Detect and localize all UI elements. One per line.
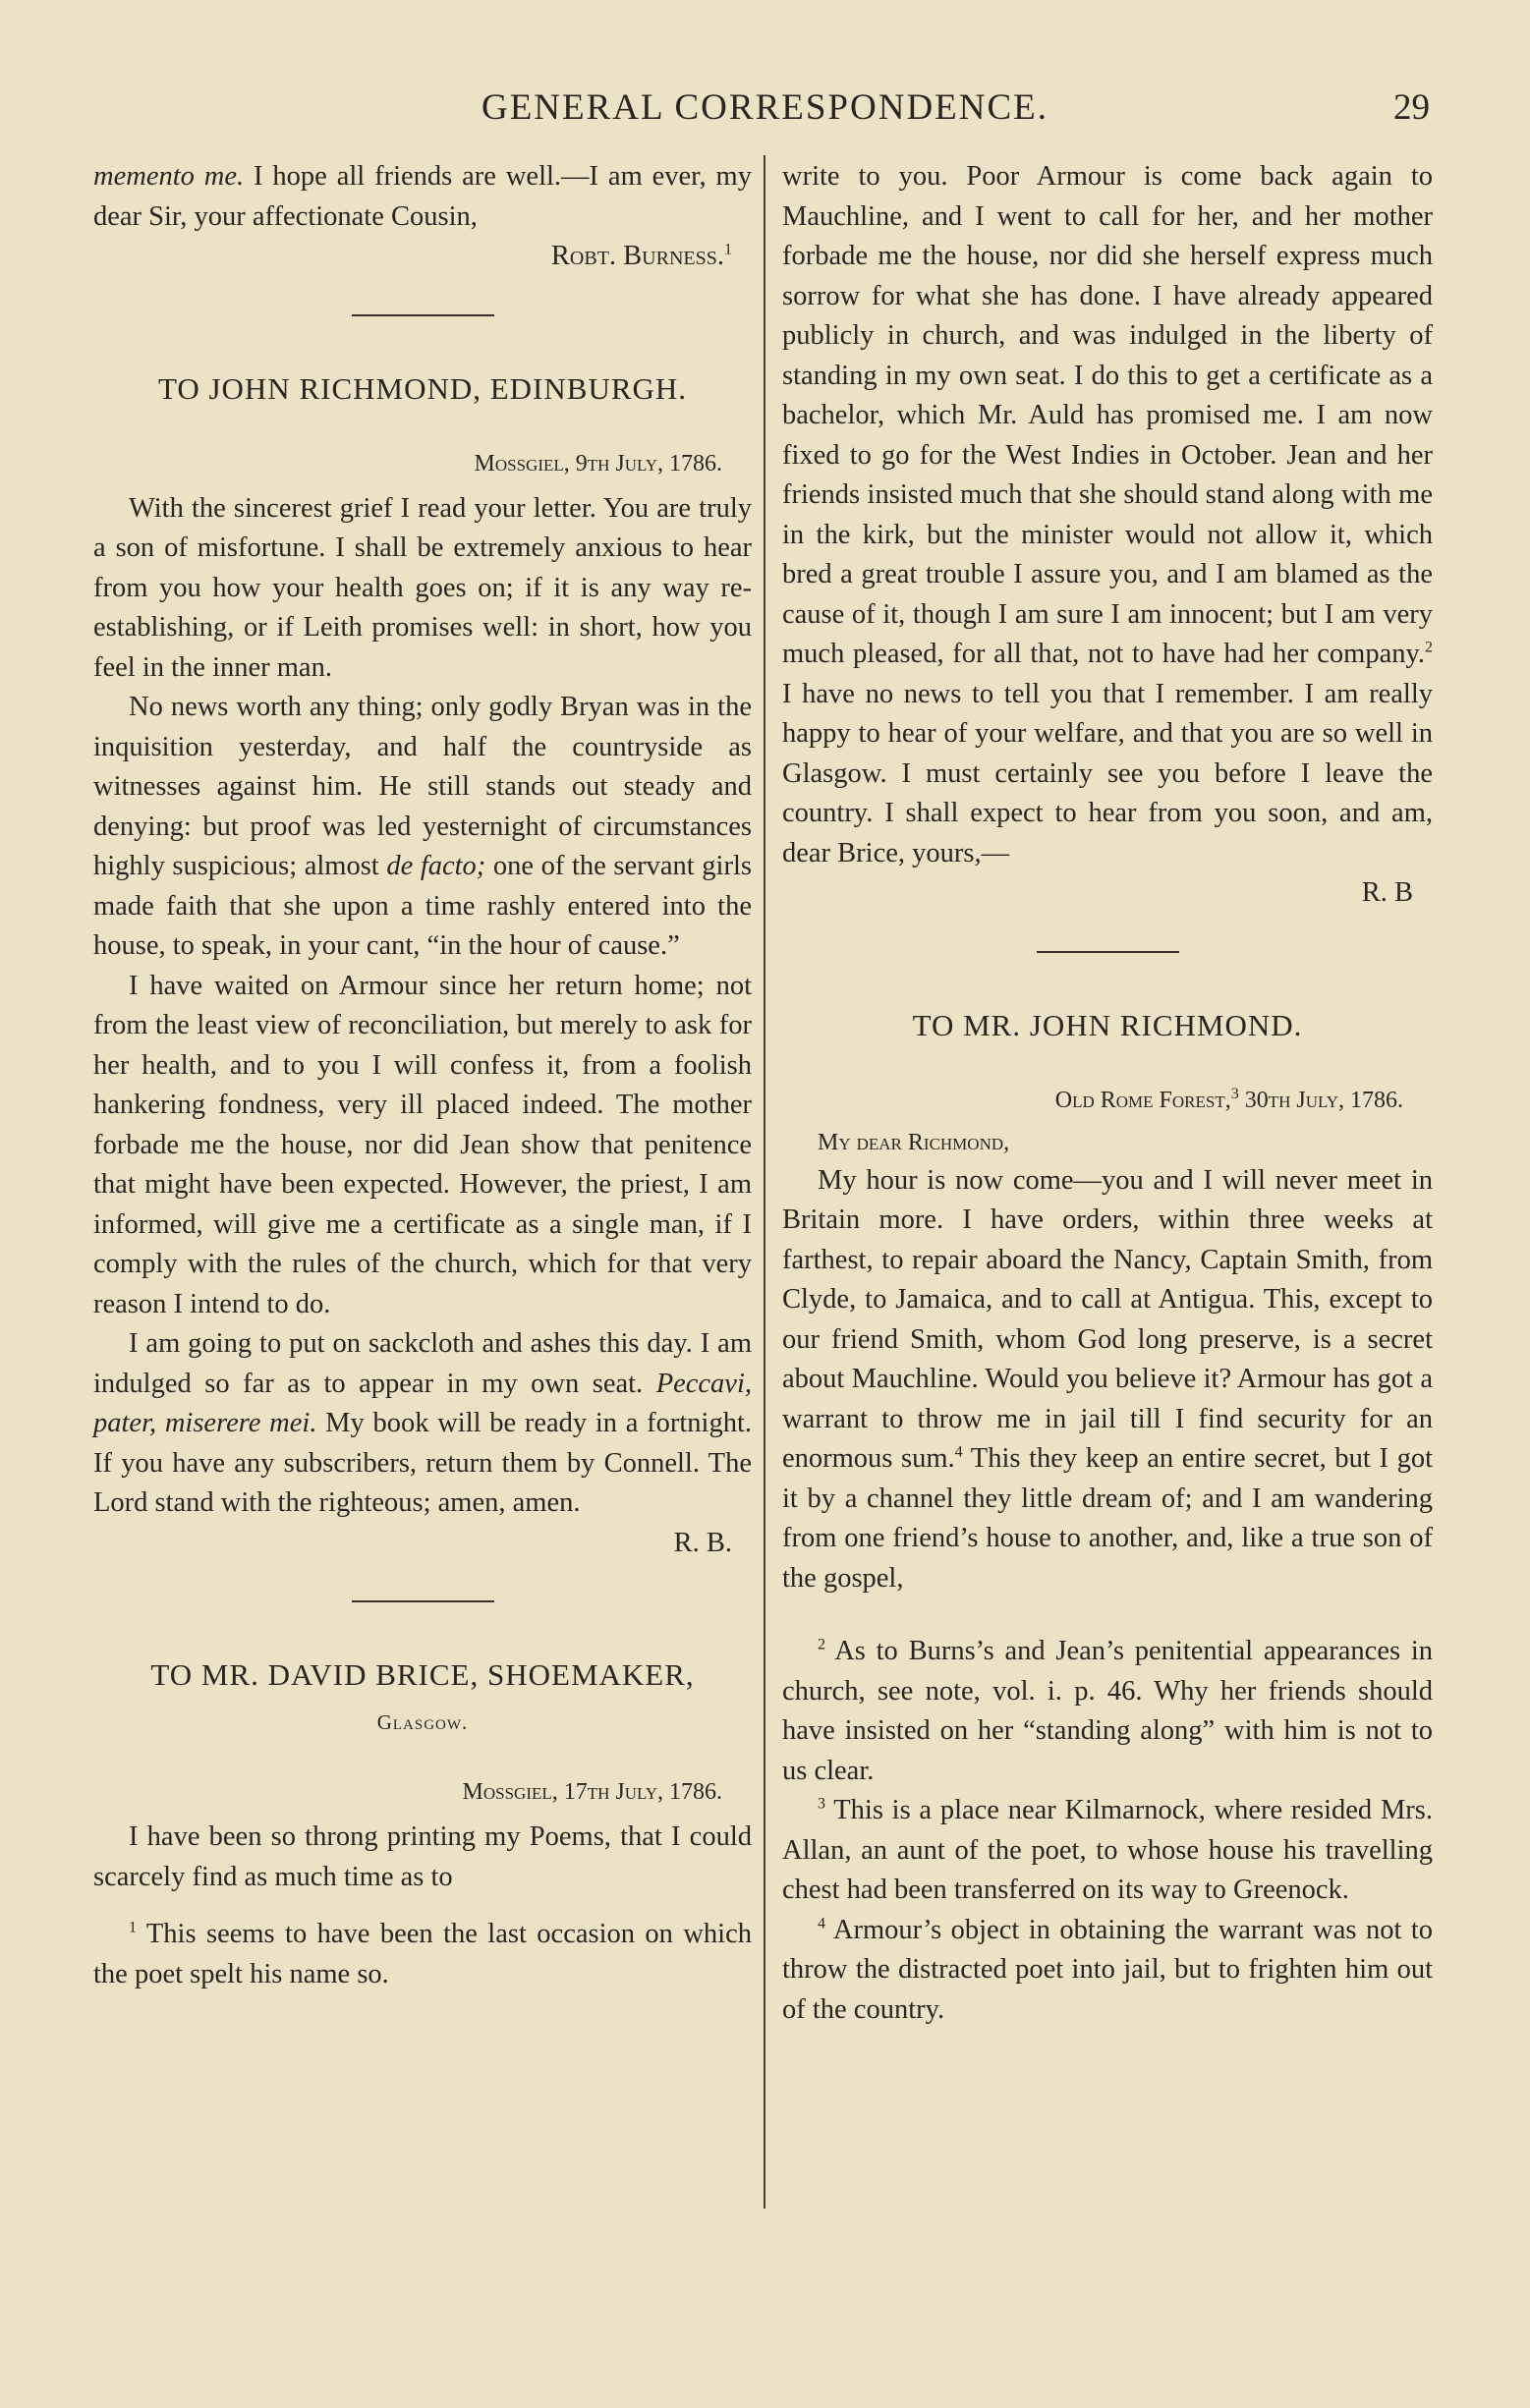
paragraph: No news worth any thing; only godly Bryan was in the inquisition yesterday, and half the countryside as witnesses against him. He still stands out steady and denying: but proof was led yesternight of circumstances highly suspicious; almost de facto; one of the servant girls made faith that she upon a time rashly entered into the house, to speak, in your cant, “in the hour of cause.”	[93, 692, 752, 961]
letter-heading-david-brice: TO MR. DAVID BRICE, SHOEMAKER,	[150, 1657, 695, 1692]
footnote-ref-3: 3	[1230, 1085, 1239, 1102]
footnote-1: $^1$ This seems to have been the last occasion on which the poet spelt his name so.	[93, 1919, 752, 1989]
footnote-2: $^2$ As to Burns’s and Jean’s penitential appearances in church, see note, vol. i. p. 46. Why her friends should have insisted on her “standing along” with him is not to us clear.	[782, 1636, 1433, 1786]
letter-subheading: Glasgow.	[376, 1710, 469, 1734]
section-rule	[352, 1600, 494, 1602]
italic-phrase: memento me.	[93, 161, 245, 192]
section-rule	[352, 314, 494, 316]
paragraph: My hour is now come—you and I will never meet in Britain more. I have orders, within three weeks at farthest, to repair aboard the Nancy, Captain Smith, from Clyde, to Jamaica, and to call at Antigua. This, except to our friend Smith, whom God long preserve, is a secret about Mauchline. Would you believe it? Armour has got a warrant to throw me in jail till I find security for an enormous sum.$^4$ This they keep an entire secret, but I got it by a channel they little dream of; and I am wandering from one friend’s house to another, and, like a true son of the gospel,	[782, 1164, 1433, 1594]
footnotes-right	[782, 1632, 1433, 2030]
salutation: My dear Richmond,	[818, 1129, 1010, 1155]
letter-heading-john-richmond: TO MR. JOHN RICHMOND.	[912, 1007, 1303, 1042]
footnote-ref-1: 1	[724, 241, 732, 258]
letter-dateline: Old Rome Forest,$^3$ 30th July, 1786.	[1054, 1085, 1403, 1113]
letter-closing-paragraph: memento me. I hope all friends are well.—I am ever, my dear Sir, your affectionate Cousin,	[93, 161, 752, 232]
letter-heading-richmond-edinburgh: TO JOHN RICHMOND, EDINBURGH.	[157, 370, 688, 406]
footnote-ref-2: 2	[1425, 639, 1433, 656]
paragraph: I have been so throng printing my Poems, that I could scarcely find as much time as to	[93, 1821, 752, 1892]
italic-phrase: Peccavi, pater, miserere mei.	[93, 1368, 752, 1438]
footnote-3: $^3$ This is a place near Kilmarnock, where resided Mrs. Allan, an aunt of the poet, to whose house his travelling chest had been transferred on its way to Greenock.	[782, 1795, 1433, 1905]
italic-phrase: de facto;	[386, 851, 486, 881]
section-rule	[1037, 951, 1179, 953]
right-column	[782, 157, 1433, 2030]
page-number: 29	[1393, 87, 1430, 128]
footnote-4: $^4$ Armour’s object in obtaining the warrant was not to throw the distracted poet into jail, but to frighten him out of the country.	[782, 1914, 1433, 2025]
paragraph: With the sincerest grief I read your letter. You are truly a son of misfortune. I shall be extremely anxious to hear from you how your health goes on; if it is any way re-establishing, or if Leith promises well: in short, how you feel in the inner man.	[93, 492, 752, 683]
paragraph: write to you. Poor Armour is come back again to Mauchline, and I went to call for her, and her mother forbade me the house, nor did she herself express much sorrow for what she has done. I have already appeared publicly in church, and was indulged in the liberty of standing in my own seat. I do this to get a certificate as a bachelor, which Mr. Auld has promised me. I am now fixed to go for the West Indies in October. Jean and her friends insisted much that she should stand along with me in the kirk, but the minister would not allow it, which bred a great trouble I assure you, and I am blamed as the cause of it, though I am sure I am innocent; but I am very much pleased, for all that, not to have had her company.$^2$ I have no news to tell you that I remember. I am really happy to hear of your welfare, and that you are so well in Glasgow. I must certainly see you before I leave the country. I shall expect to hear from you soon, and am, dear Brice, yours,—	[782, 161, 1433, 868]
column-divider	[764, 155, 765, 2209]
letter-dateline: Mossgiel, 9th July, 1786.	[474, 450, 722, 476]
signature-burness: Robt. Burness.$^1$	[550, 241, 732, 271]
footnotes-left	[93, 1915, 752, 1994]
paragraph: I am going to put on sackcloth and ashes this day. I am indulged so far as to appear in my own seat. Peccavi, pater, miserere mei. My book will be ready in a fortnight. If you have any subscribers, return them by Connell. The Lord stand with the righteous; amen, amen.	[93, 1328, 752, 1518]
signature-rb: R. B	[1361, 877, 1413, 908]
letter-dateline: Mossgiel, 17th July, 1786.	[462, 1779, 722, 1805]
paragraph: I have waited on Armour since her return home; not from the least view of reconciliation, but merely to ask for her health, and to you I will confess it, from a foolish hankering fondness, very ill placed indeed. The mother forbade me the house, nor did Jean show that penitence that might have been expected. However, the priest, I am informed, will give me a certificate as a single man, if I comply with the rules of the church, which for that very reason I intend to do.	[93, 970, 752, 1319]
running-header: GENERAL CORRESPONDENCE.	[481, 87, 1049, 128]
left-column	[93, 157, 752, 1994]
footnote-ref-4: 4	[954, 1443, 963, 1461]
signature-rb: R. B.	[673, 1527, 732, 1558]
